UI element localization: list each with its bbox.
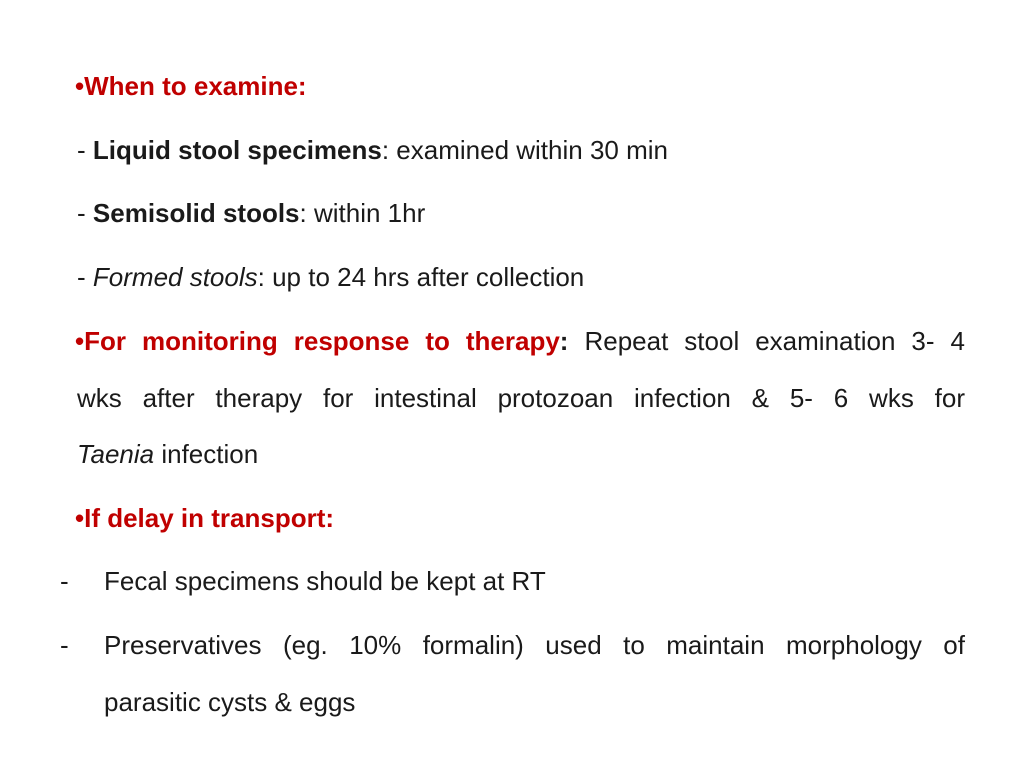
item-term: Formed stools xyxy=(92,262,258,292)
list-item-liquid-stool xyxy=(77,135,668,165)
list-item-semisolid-stool xyxy=(77,198,425,228)
monitoring-text: wks after therapy for intestinal protozoan infection & 5- 6 wks for xyxy=(77,383,965,413)
item-desc: within 1hr xyxy=(313,198,426,228)
list-item-fecal-rt: Fecal specimens should be kept at RT xyxy=(104,566,546,596)
item-desc: examined within 30 min xyxy=(396,135,668,165)
list-item-formed-stool xyxy=(77,262,584,292)
list-item-preservatives-line-2: parasitic cysts & eggs xyxy=(104,687,356,717)
bullet-icon: • xyxy=(75,503,85,533)
dash-marker: - xyxy=(60,566,69,596)
heading-text: If delay in transport: xyxy=(84,503,335,533)
monitoring-line-1 xyxy=(77,326,965,356)
taenia-text: Taenia xyxy=(77,439,155,469)
list-item-preservatives-line-1: Preservatives (eg. 10% formalin) used to maintain morphology of xyxy=(104,630,965,660)
item-term: Semisolid stools xyxy=(92,198,300,228)
heading-delay-transport xyxy=(75,503,334,533)
bullet-icon: • xyxy=(75,71,85,101)
heading-text: When to examine: xyxy=(84,71,307,101)
heading-colon: : xyxy=(559,326,569,356)
dash-marker: - xyxy=(77,135,86,165)
monitoring-line-3 xyxy=(77,439,258,469)
item-desc: up to 24 hrs after collection xyxy=(272,262,585,292)
monitoring-line-2 xyxy=(77,383,965,413)
item-term: Liquid stool specimens xyxy=(92,135,382,165)
heading-text: For monitoring response to therapy xyxy=(84,326,560,356)
item-sep: : xyxy=(381,135,397,165)
dash-marker: - xyxy=(60,630,69,660)
dash-marker: - xyxy=(77,262,86,292)
monitoring-text: Repeat stool examination 3- 4 xyxy=(584,326,965,356)
dash-marker: - xyxy=(77,198,86,228)
bullet-icon: • xyxy=(75,326,85,356)
heading-when-to-examine xyxy=(75,71,307,101)
infection-text: infection xyxy=(154,439,259,469)
item-sep: : xyxy=(257,262,273,292)
item-sep: : xyxy=(299,198,314,228)
